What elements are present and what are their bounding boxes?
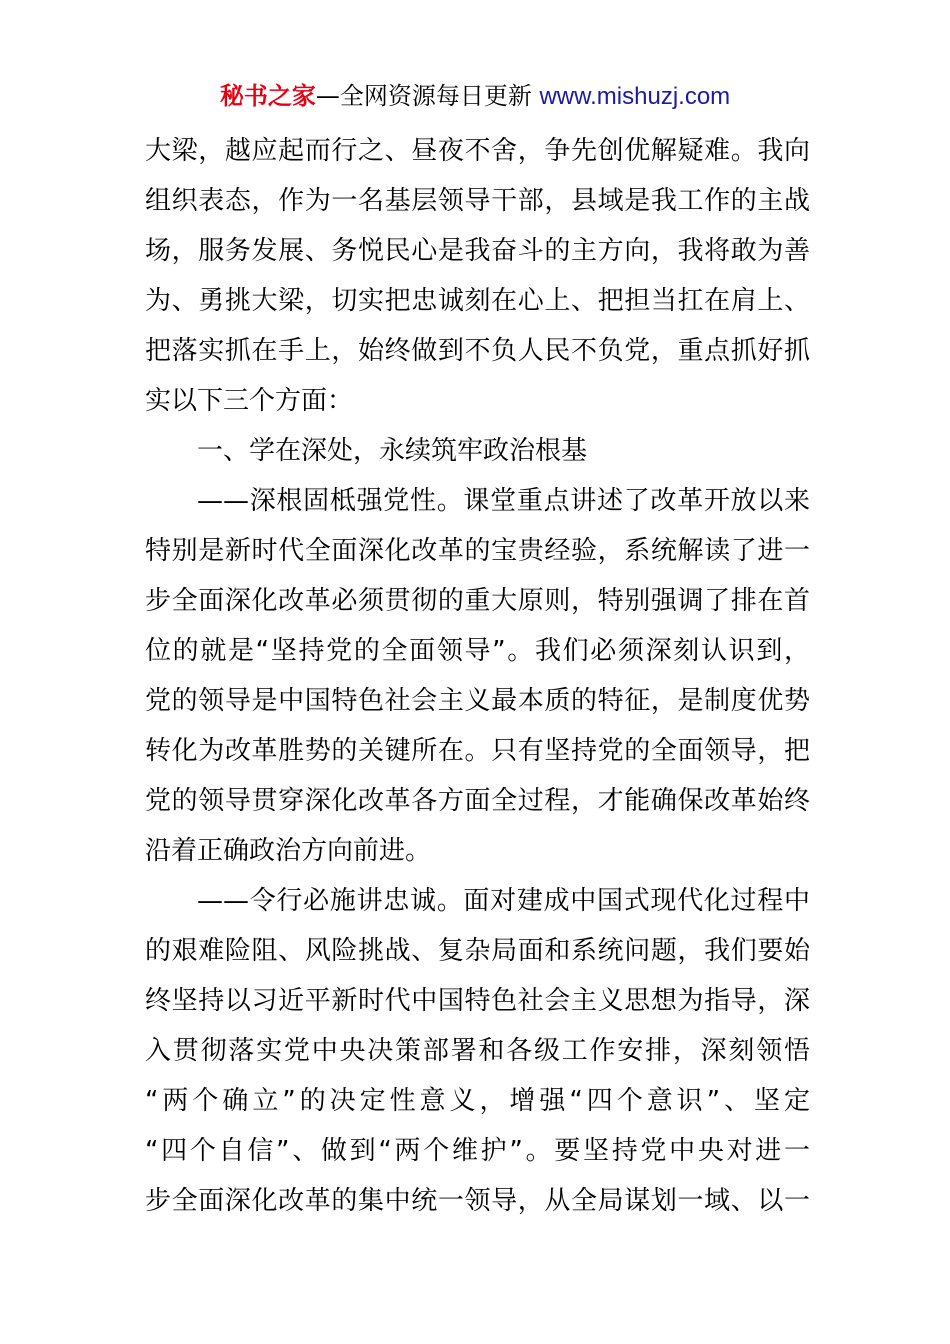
text-line: 入贯彻落实党中央决策部署和各级工作安排，深刻领悟 <box>145 1036 810 1066</box>
site-brand: 秘书之家 <box>219 82 316 110</box>
text-line: ——令行必施讲忠诚。面对建成中国式现代化过程中 <box>197 886 810 916</box>
site-tagline: —全网资源每日更新 <box>315 82 540 110</box>
text-line: 党的领导贯穿深化改革各方面全过程，才能确保改革始终 <box>145 786 810 816</box>
site-header <box>0 80 950 113</box>
text-line: 沿着正确政治方向前进。 <box>145 836 432 866</box>
site-url-link[interactable]: www.mishuzj.com <box>539 83 731 110</box>
text-line: 步全面深化改革的集中统一领导，从全局谋划一域、以一 <box>145 1186 810 1216</box>
text-line: 实以下三个方面： <box>145 386 354 416</box>
section-heading: 一、学在深处，永续筑牢政治根基 <box>197 436 588 466</box>
text-line: 转化为改革胜势的关键所在。只有坚持党的全面领导，把 <box>145 736 810 766</box>
text-line: 为、勇挑大梁，切实把忠诚刻在心上、把担当扛在肩上、 <box>145 286 810 316</box>
text-line: 步全面深化改革必须贯彻的重大原则，特别强调了排在首 <box>145 586 810 616</box>
text-line: 特别是新时代全面深化改革的宝贵经验，系统解读了进一 <box>145 536 810 566</box>
text-line: 把落实抓在手上，始终做到不负人民不负党，重点抓好抓 <box>145 336 810 366</box>
text-line: 的艰难险阻、风险挑战、复杂局面和系统问题，我们要始 <box>145 936 810 966</box>
text-line: 大梁，越应起而行之、昼夜不舍，争先创优解疑难。我向 <box>145 136 810 166</box>
text-line: ——深根固柢强党性。课堂重点讲述了改革开放以来 <box>197 486 810 516</box>
text-line: 场，服务发展、务悦民心是我奋斗的主方向，我将敢为善 <box>145 236 810 266</box>
text-line: 位的就是“坚持党的全面领导”。我们必须深刻认识到， <box>145 636 810 666</box>
text-line: 党的领导是中国特色社会主义最本质的特征，是制度优势 <box>145 686 810 716</box>
document-body <box>145 126 810 1226</box>
text-line: 组织表态，作为一名基层领导干部，县域是我工作的主战 <box>145 186 810 216</box>
text-line: “两个确立”的决定性意义，增强“四个意识”、坚定 <box>145 1086 810 1116</box>
text-line: 终坚持以习近平新时代中国特色社会主义思想为指导，深 <box>145 986 810 1016</box>
text-line: “四个自信”、做到“两个维护”。要坚持党中央对进一 <box>145 1136 810 1166</box>
